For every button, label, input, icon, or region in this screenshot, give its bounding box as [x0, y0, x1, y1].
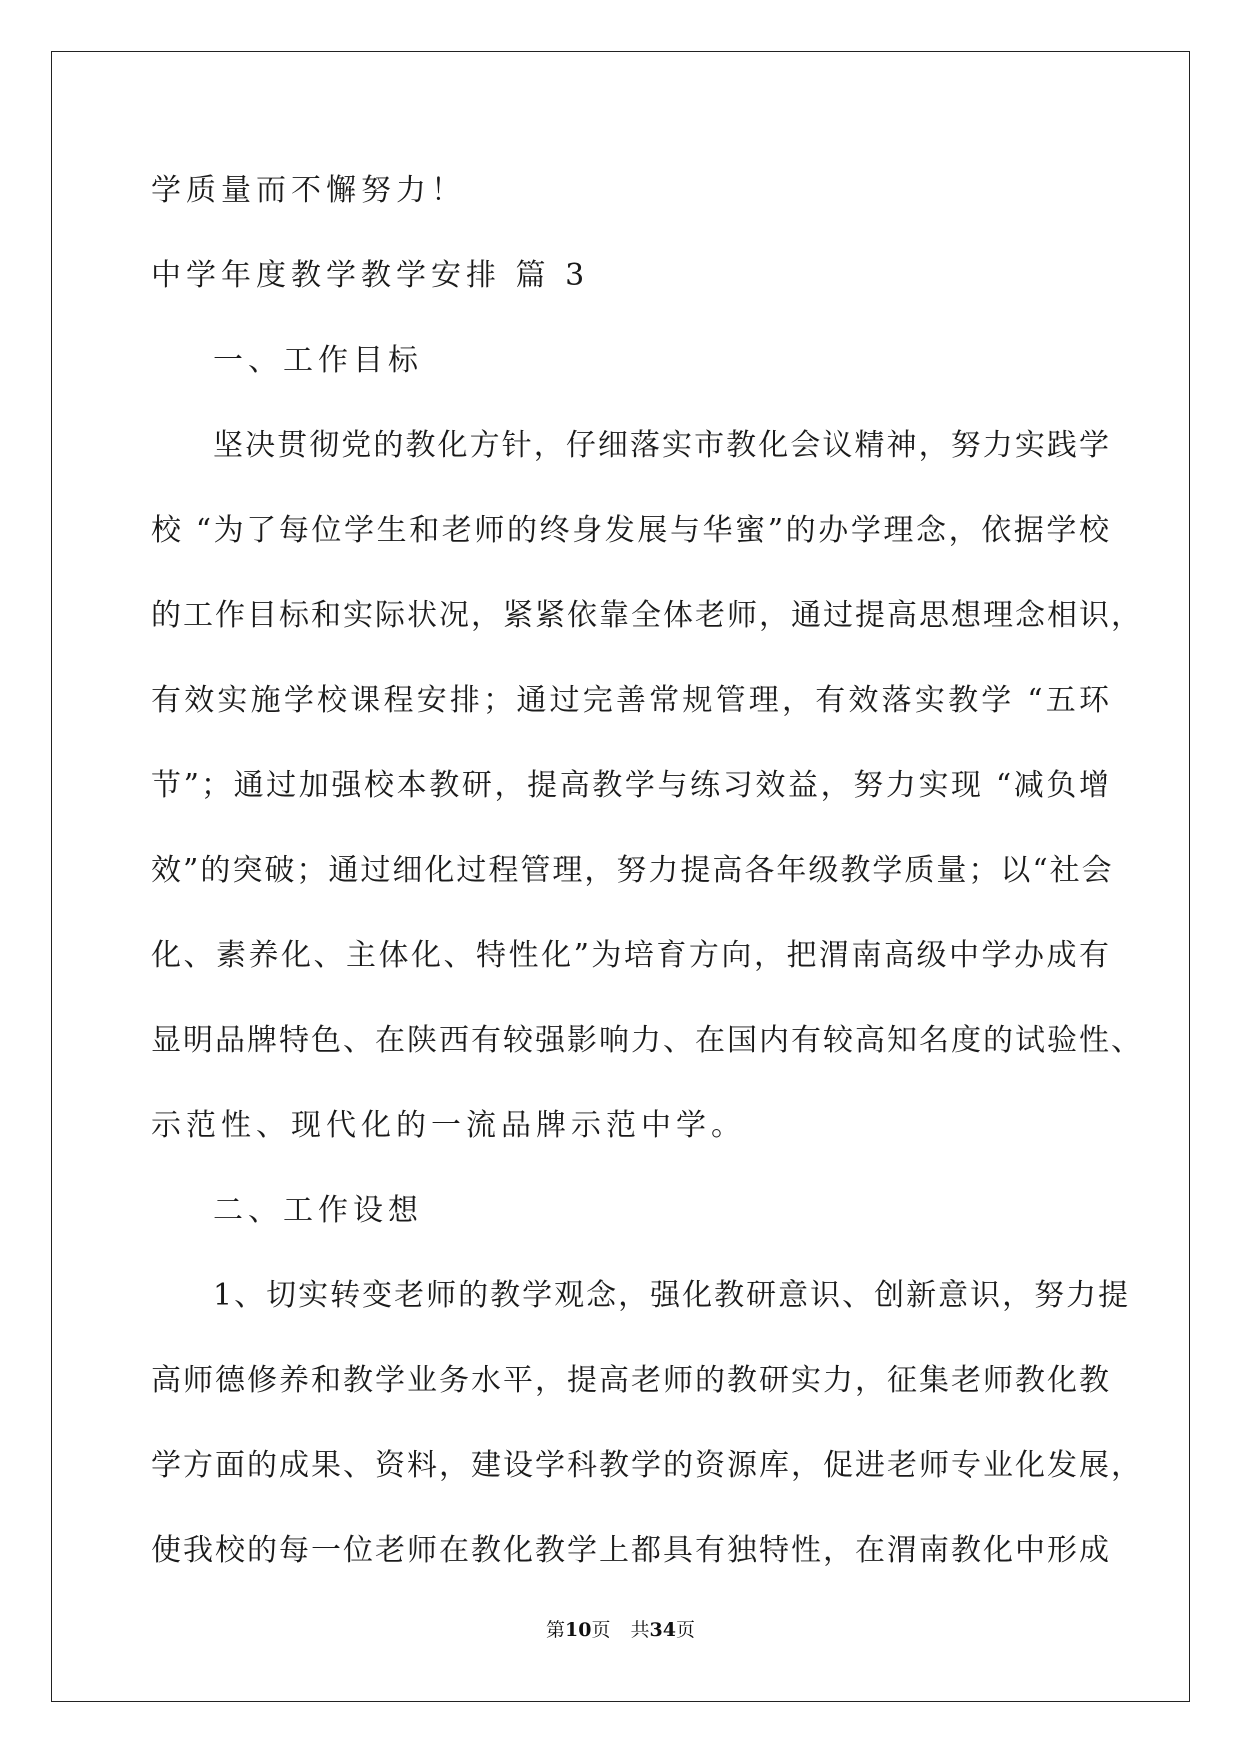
paragraph-line: 1、切实转变老师的教学观念，强化教研意识、创新意识，努力提 [213, 1278, 1131, 1313]
page-footer [0, 1617, 1241, 1643]
paragraph-line: 坚决贯彻党的教化方针，仔细落实市教化会议精神，努力实践学 [213, 428, 1111, 463]
paragraph-line: 使我校的每一位老师在教化教学上都具有独特性，在渭南教化中形成 [151, 1533, 1111, 1568]
footer-suffix: 页 [675, 1619, 695, 1641]
footer-total-prefix: 共 [630, 1619, 650, 1641]
paragraph-line: 化、素养化、主体化、特性化”为培育方向，把渭南高级中学办成有 [151, 938, 1111, 973]
current-page-number: 10 [565, 1619, 592, 1641]
paragraph-line: 学质量而不懈努力！ [151, 173, 466, 208]
paragraph-line: 高师德修养和教学业务水平，提高老师的教研实力，征集老师教化教 [151, 1363, 1111, 1398]
paragraph-line: 示范性、现代化的一流品牌示范中学。 [151, 1108, 746, 1143]
section-heading: 中学年度教学教学安排 篇 3 [151, 258, 590, 293]
paragraph-line: 校 “为了每位学生和老师的终身发展与华蜜”的办学理念，依据学校 [151, 513, 1111, 548]
paragraph-line: 显明品牌特色、在陕西有较强影响力、在国内有较高知名度的试验性、 [151, 1023, 1143, 1058]
subheading-work-goals: 一、工作目标 [213, 343, 423, 378]
footer-page-unit: 页 [591, 1619, 611, 1641]
document-body [151, 161, 1143, 1606]
paragraph-line: 学方面的成果、资料，建设学科教学的资源库，促进老师专业化发展， [151, 1448, 1143, 1483]
total-page-count: 34 [649, 1619, 676, 1641]
paragraph-line: 效”的突破；通过细化过程管理，努力提高各年级教学质量；以“社会 [151, 853, 1114, 888]
footer-prefix: 第 [546, 1619, 566, 1641]
paragraph-line: 有效实施学校课程安排；通过完善常规管理，有效落实教学 “五环 [151, 683, 1111, 718]
paragraph-line: 的工作目标和实际状况，紧紧依靠全体老师，通过提高思想理念相识， [151, 598, 1143, 633]
subheading-work-plan: 二、工作设想 [213, 1193, 423, 1228]
paragraph-line: 节”；通过加强校本教研，提高教学与练习效益，努力实现 “减负增 [151, 768, 1111, 803]
